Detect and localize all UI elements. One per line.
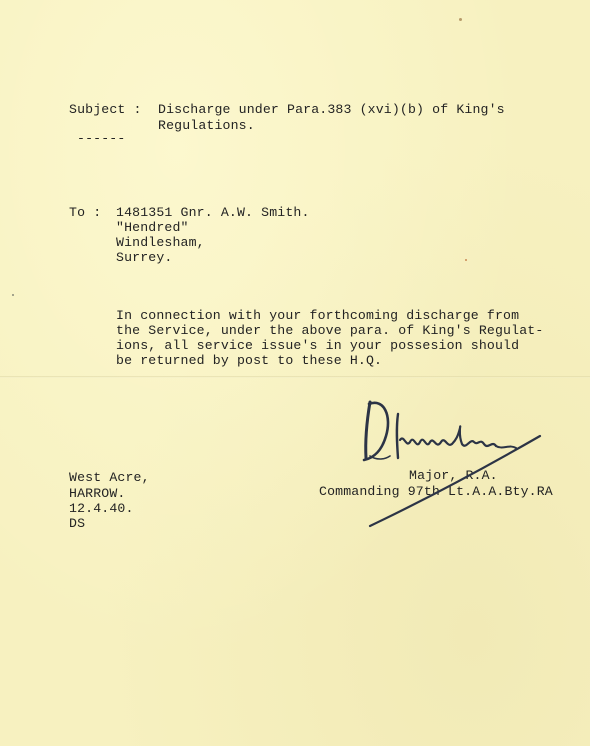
recipient-county: Surrey. xyxy=(116,250,173,265)
signatory-rank: Major, R.A. xyxy=(409,468,498,483)
paper-speck xyxy=(465,259,467,261)
subject-underline: ------ xyxy=(77,131,126,146)
subject-line-2: Regulations. xyxy=(158,118,255,133)
recipient-house: "Hendred" xyxy=(116,220,189,235)
recipient-name: 1481351 Gnr. A.W. Smith. xyxy=(116,205,310,220)
paper-speck xyxy=(12,294,14,296)
signatory-title: Commanding 97th Lt.A.A.Bty.RA xyxy=(319,484,553,499)
typist-initials: DS xyxy=(69,516,86,531)
subject-line-1: Discharge under Para.383 (xvi)(b) of King's xyxy=(158,102,505,117)
body-line-3: ions, all service issue's in your possesion should xyxy=(116,338,520,353)
subject-label: Subject : xyxy=(69,102,142,117)
to-label: To : xyxy=(69,205,102,220)
body-line-2: the Service, under the above para. of King's Regulat- xyxy=(116,323,544,338)
paper-fold-crease xyxy=(0,376,590,378)
sender-address-line-1: West Acre, xyxy=(69,470,150,485)
recipient-town: Windlesham, xyxy=(116,235,205,250)
body-line-4: be returned by post to these H.Q. xyxy=(116,353,383,368)
letter-date: 12.4.40. xyxy=(69,501,134,516)
sender-address-line-2: HARROW. xyxy=(69,486,126,501)
handwritten-signature xyxy=(356,392,546,532)
paper-speck xyxy=(459,18,462,21)
body-line-1: In connection with your forthcoming discharge from xyxy=(116,308,520,323)
